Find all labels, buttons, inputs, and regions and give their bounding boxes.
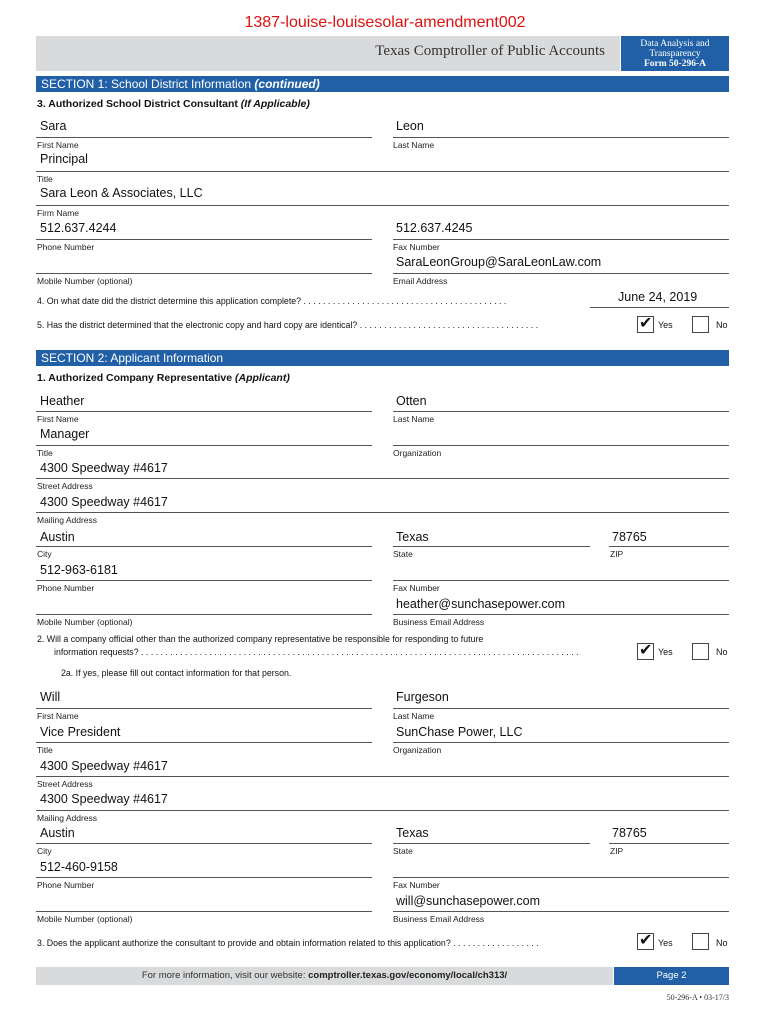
- footer-info-prefix: For more information, visit our website:: [141, 970, 306, 981]
- question-2a-text: 2a. If yes, please fill out contact information for that person.: [61, 668, 292, 678]
- official-fax-label: Fax Number: [393, 880, 440, 890]
- section-2-header: [36, 350, 729, 366]
- rep-zip-label: ZIP: [610, 549, 624, 559]
- question-3-text: 3. Does the applicant authorize the consultant to provide and obtain information related to this application? . . . . . . . . . . . . . . . . . .: [37, 938, 539, 948]
- question-4-text: 4. On what date did the district determine this application complete? . . . . . . . . . . . . . . . . . . . . . . . . . . . . . . . . . . . . . . . . . .: [37, 296, 507, 306]
- q3-yes-label: Yes: [658, 938, 673, 948]
- rep-state[interactable]: Texas: [396, 530, 429, 544]
- official-state[interactable]: Texas: [396, 826, 429, 840]
- footer-url-link[interactable]: comptroller.texas.gov/economy/local/ch313/: [308, 970, 508, 981]
- rep-state-label: State: [393, 549, 413, 559]
- q2-no-checkbox[interactable]: [692, 643, 709, 660]
- checkmark-icon: ✔: [639, 315, 653, 332]
- question-2-line-1: 2. Will a company official other than the authorized company representative be responsible for responding to future: [37, 634, 484, 644]
- footer-info: [36, 967, 613, 985]
- q2-yes-label: Yes: [658, 647, 673, 657]
- official-organization-label: Organization: [393, 745, 442, 755]
- q3-no-label: No: [716, 938, 728, 948]
- header-title: Texas Comptroller of Public Accounts: [375, 43, 605, 59]
- dept-line-1: Data Analysis and: [640, 39, 710, 49]
- consultant-first-name-label: First Name: [37, 140, 79, 150]
- consultant-heading: 3. Authorized School District Consultant (If Applicable): [37, 98, 310, 110]
- consultant-phone-label: Phone Number: [37, 242, 95, 252]
- official-zip-label: ZIP: [610, 846, 624, 856]
- official-mobile-label: Mobile Number (optional): [37, 914, 133, 924]
- consultant-last-name[interactable]: Leon: [396, 119, 424, 133]
- official-phone-label: Phone Number: [37, 880, 95, 890]
- rep-city[interactable]: Austin: [40, 530, 75, 544]
- rep-fax-label: Fax Number: [393, 583, 440, 593]
- official-title-label: Title: [37, 745, 53, 755]
- q3-no-checkbox[interactable]: [692, 933, 709, 950]
- rep-email[interactable]: heather@sunchasepower.com: [396, 597, 566, 611]
- q5-no-label: No: [716, 320, 728, 330]
- official-organization[interactable]: SunChase Power, LLC: [396, 725, 523, 739]
- consultant-title[interactable]: Principal: [40, 152, 88, 166]
- section-1-suffix: (continued): [254, 77, 320, 91]
- official-city[interactable]: Austin: [40, 826, 75, 840]
- consultant-email[interactable]: SaraLeonGroup@SaraLeonLaw.com: [396, 255, 602, 269]
- official-last-name[interactable]: Furgeson: [396, 690, 449, 704]
- rep-phone-label: Phone Number: [37, 583, 95, 593]
- official-title[interactable]: Vice President: [40, 725, 121, 739]
- consultant-fax-label: Fax Number: [393, 242, 440, 252]
- completion-date[interactable]: June 24, 2019: [618, 290, 698, 304]
- consultant-firm-name-label: Firm Name: [37, 208, 80, 218]
- rep-email-label: Business Email Address: [393, 617, 485, 627]
- q2-no-label: No: [716, 647, 728, 657]
- rep-mailing-address[interactable]: 4300 Speedway #4617: [40, 495, 168, 509]
- rep-city-label: City: [37, 549, 52, 559]
- section-2-title: SECTION 2: Applicant Information: [41, 351, 224, 365]
- official-email-label: Business Email Address: [393, 914, 485, 924]
- rep-first-name[interactable]: Heather: [40, 394, 85, 408]
- consultant-email-label: Email Address: [393, 276, 448, 286]
- form-number: Form 50-296-A: [644, 59, 706, 69]
- official-email[interactable]: will@sunchasepower.com: [396, 894, 541, 908]
- rep-title[interactable]: Manager: [40, 427, 90, 441]
- consultant-mobile-label: Mobile Number (optional): [37, 276, 133, 286]
- page-number: Page 2: [614, 967, 729, 985]
- q5-yes-label: Yes: [658, 320, 673, 330]
- form-revision: 50-296-A • 03-17/3: [666, 993, 729, 1002]
- rep-mailing-address-label: Mailing Address: [37, 515, 98, 525]
- rep-last-name-label: Last Name: [393, 414, 435, 424]
- q5-no-checkbox[interactable]: [692, 316, 709, 333]
- rep-title-label: Title: [37, 448, 53, 458]
- q3-yes-checkbox[interactable]: [637, 933, 654, 950]
- official-state-label: State: [393, 846, 413, 856]
- rep-zip[interactable]: 78765: [612, 530, 647, 544]
- official-first-name[interactable]: Will: [40, 690, 61, 704]
- q5-yes-checkbox[interactable]: [637, 316, 654, 333]
- rep-phone[interactable]: 512-963-6181: [40, 563, 118, 577]
- consultant-fax[interactable]: 512.637.4245: [396, 221, 473, 235]
- official-street-address[interactable]: 4300 Speedway #4617: [40, 759, 168, 773]
- official-last-name-label: Last Name: [393, 711, 435, 721]
- official-first-name-label: First Name: [37, 711, 79, 721]
- rep-street-address[interactable]: 4300 Speedway #4617: [40, 461, 168, 475]
- official-zip[interactable]: 78765: [612, 826, 647, 840]
- consultant-firm-name[interactable]: Sara Leon & Associates, LLC: [40, 186, 203, 200]
- official-street-address-label: Street Address: [37, 779, 93, 789]
- rep-last-name[interactable]: Otten: [396, 394, 427, 408]
- header-form-box: [621, 36, 729, 71]
- representative-heading: 1. Authorized Company Representative (Applicant): [37, 372, 290, 384]
- rep-first-name-label: First Name: [37, 414, 79, 424]
- rep-street-address-label: Street Address: [37, 481, 93, 491]
- dept-line-2: Transparency: [649, 49, 701, 59]
- official-mailing-address[interactable]: 4300 Speedway #4617: [40, 792, 168, 806]
- official-city-label: City: [37, 846, 52, 856]
- section-1-header: [36, 76, 729, 92]
- q2-yes-checkbox[interactable]: [637, 643, 654, 660]
- consultant-phone[interactable]: 512.637.4244: [40, 221, 117, 235]
- document-id: 1387-louise-louisesolar-amendment002: [244, 14, 526, 31]
- checkmark-icon: ✔: [639, 932, 653, 949]
- section-1-title: SECTION 1: School District Information: [41, 77, 252, 91]
- consultant-first-name[interactable]: Sara: [40, 119, 67, 133]
- rep-mobile-label: Mobile Number (optional): [37, 617, 133, 627]
- question-5-text: 5. Has the district determined that the electronic copy and hard copy are identical? . . . . . . . . . . . . . . . . . . . . . . . . . . . . . . . . . . . . .: [37, 320, 539, 330]
- consultant-last-name-label: Last Name: [393, 140, 435, 150]
- rep-organization-label: Organization: [393, 448, 442, 458]
- question-2-line-2: information requests? . . . . . . . . . . . . . . . . . . . . . . . . . . . . . . . . . . . . . . . . . . . . . . . . . . . . . . . . . . . . . . . . . . . . . . . . . . . . . . . . . . . . . . . . . .: [54, 647, 579, 657]
- official-mailing-address-label: Mailing Address: [37, 813, 98, 823]
- checkmark-icon: ✔: [639, 642, 653, 659]
- consultant-title-label: Title: [37, 174, 53, 184]
- official-phone[interactable]: 512-460-9158: [40, 860, 118, 874]
